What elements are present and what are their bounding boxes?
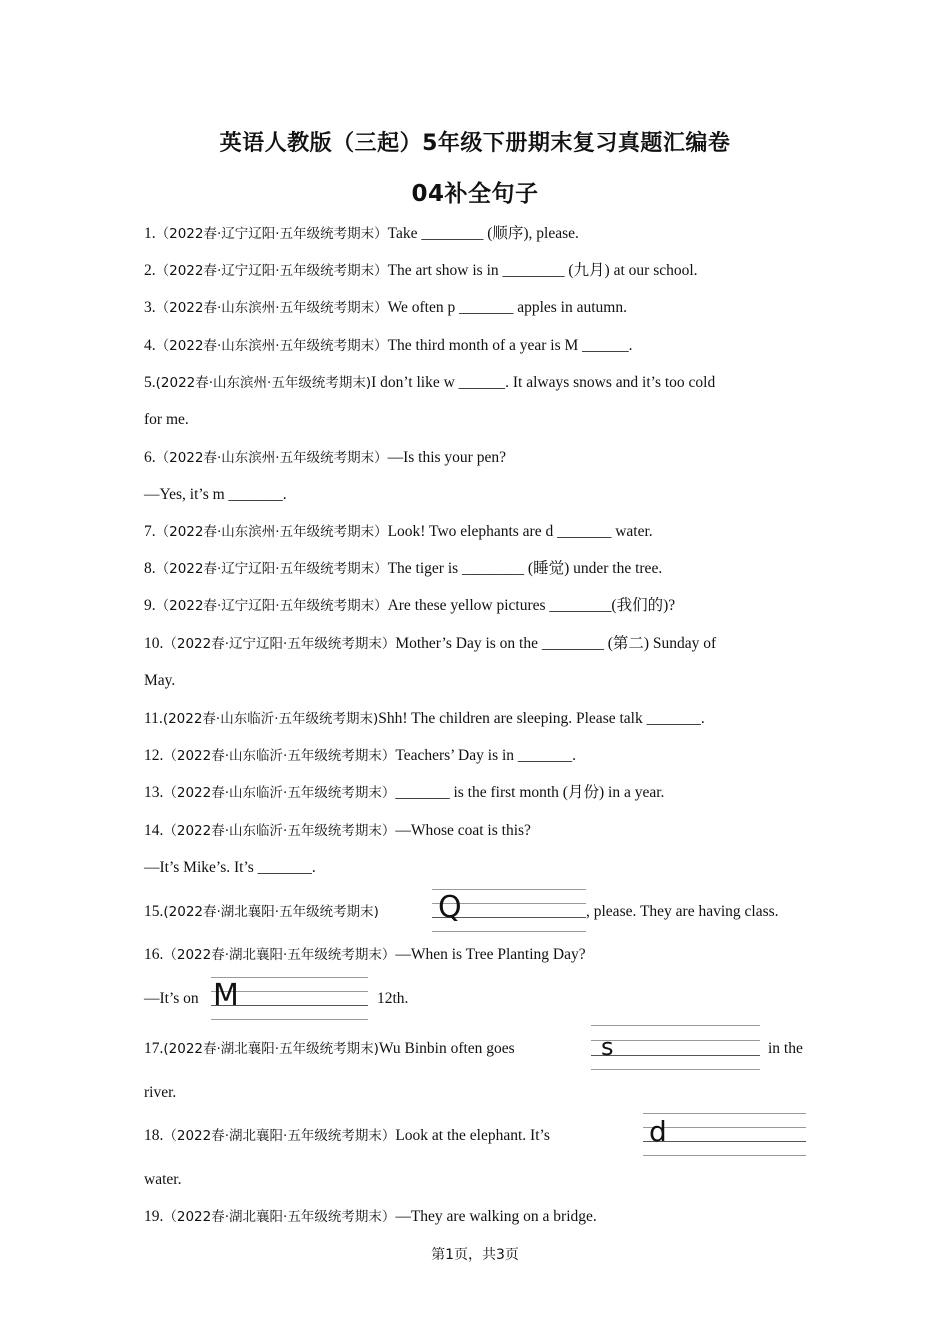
handwritten-letter: s: [601, 1033, 614, 1061]
question-text: The third month of a year is M ______.: [387, 337, 633, 354]
question-6: [144, 447, 506, 469]
question-text: Take ________ (顺序), please.: [387, 225, 579, 242]
question-text: —Is this your pen?: [387, 449, 506, 466]
question-number: 6.: [144, 449, 156, 466]
question-source: (2022春·山东滨州·五年级统考期末): [155, 375, 372, 391]
baseline: [591, 1055, 760, 1056]
question-source: （2022春·山东临沂·五年级统考期末）: [163, 785, 396, 801]
question-text: —Whose coat is this?: [395, 822, 531, 839]
question-2: [144, 260, 698, 282]
question-number: 18.: [144, 1127, 164, 1144]
question-number: 4.: [144, 337, 156, 354]
question-13: [144, 782, 664, 804]
page-title: 英语人教版（三起）5年级下册期末复习真题汇编卷: [219, 131, 731, 156]
question-text: Look at the elephant. It’s: [395, 1127, 550, 1144]
question-source: （2022春·山东滨州·五年级统考期末）: [155, 300, 388, 316]
question-source: （2022春·山东滨州·五年级统考期末）: [155, 450, 388, 466]
question-18-continuation: water.: [144, 1171, 182, 1188]
question-number: 10.: [144, 635, 164, 652]
question-text: _______ is the first month (月份) in a year.: [395, 784, 665, 801]
question-source: （2022春·辽宁辽阳·五年级统考期末）: [163, 636, 396, 652]
question-number: 11.: [144, 710, 163, 727]
page-footer: 第1页，共3页: [431, 1247, 519, 1263]
question-source: （2022春·山东滨州·五年级统考期末）: [155, 338, 388, 354]
question-source: （2022春·辽宁辽阳·五年级统考期末）: [155, 263, 388, 279]
question-3: [144, 297, 627, 319]
question-6-continuation: —Yes, it’s m _______.: [144, 486, 287, 503]
guide-line: [643, 1113, 806, 1114]
question-number: 7.: [144, 523, 156, 540]
question-11: [144, 708, 705, 730]
question-source: （2022春·湖北襄阳·五年级统考期末）: [163, 1128, 396, 1144]
question-17: [144, 1038, 515, 1060]
question-number: 5.: [144, 374, 156, 391]
question-text: The tiger is ________ (睡觉) under the tree.: [387, 560, 663, 577]
question-source: （2022春·湖北襄阳·五年级统考期末）: [163, 947, 396, 963]
question-15-after: , please. They are having class.: [586, 903, 779, 920]
question-text: —When is Tree Planting Day?: [395, 946, 586, 963]
guide-line: [591, 1040, 760, 1041]
question-10-continuation: May.: [144, 672, 176, 689]
question-text: I don’t like w ______. It always snows and it’s too cold: [371, 374, 716, 391]
question-10: [144, 633, 716, 655]
question-5-continuation: for me.: [144, 411, 189, 428]
question-text: We often p _______ apples in autumn.: [387, 299, 627, 316]
guide-line: [432, 931, 586, 932]
guide-line: [591, 1069, 760, 1070]
question-16-continuation: —It’s on: [144, 990, 199, 1007]
question-source: （2022春·湖北襄阳·五年级统考期末）: [163, 1209, 396, 1225]
question-15: [144, 901, 379, 923]
question-number: 12.: [144, 747, 164, 764]
question-7: [144, 521, 653, 543]
question-text: Wu Binbin often goes: [378, 1040, 515, 1057]
question-5: [144, 372, 715, 394]
question-text: Look! Two elephants are d _______ water.: [387, 523, 653, 540]
question-source: （2022春·辽宁辽阳·五年级统考期末）: [155, 561, 388, 577]
question-number: 14.: [144, 822, 164, 839]
handwritten-letter: M: [213, 978, 239, 1013]
question-number: 1.: [144, 225, 156, 242]
question-19: [144, 1206, 597, 1228]
question-18: [144, 1125, 550, 1147]
question-number: 17.: [144, 1040, 164, 1057]
question-4: [144, 335, 633, 357]
question-source: （2022春·山东临沂·五年级统考期末）: [163, 823, 396, 839]
question-source: （2022春·辽宁辽阳·五年级统考期末）: [155, 598, 388, 614]
question-16-after: 12th.: [377, 990, 409, 1007]
handwriting-lines-q18: [643, 1113, 806, 1156]
baseline: [643, 1141, 806, 1142]
question-text: Shh! The children are sleeping. Please talk _______.: [378, 710, 705, 727]
handwriting-lines-q17: [591, 1025, 760, 1070]
question-source: （2022春·山东滨州·五年级统考期末）: [155, 524, 388, 540]
question-14: [144, 820, 531, 842]
question-source: (2022春·湖北襄阳·五年级统考期末): [163, 904, 379, 920]
guide-line: [643, 1127, 806, 1128]
question-number: 9.: [144, 597, 156, 614]
handwritten-letter: d: [649, 1115, 667, 1148]
question-9: [144, 595, 675, 617]
question-17-continuation: river.: [144, 1084, 177, 1101]
guide-line: [211, 1019, 368, 1020]
question-number: 16.: [144, 946, 164, 963]
question-number: 3.: [144, 299, 156, 316]
question-text: The art show is in ________ (九月) at our school.: [387, 262, 698, 279]
question-number: 2.: [144, 262, 156, 279]
question-14-continuation: —It’s Mike’s. It’s _______.: [144, 859, 316, 876]
question-16: [144, 944, 586, 966]
question-17-after: in the: [768, 1040, 803, 1057]
question-source: （2022春·山东临沂·五年级统考期末）: [163, 748, 396, 764]
guide-line: [591, 1025, 760, 1026]
handwriting-lines-q15: [432, 889, 586, 932]
page-subtitle: 04补全句子: [411, 181, 539, 207]
question-source: (2022春·山东临沂·五年级统考期末): [162, 711, 379, 727]
question-number: 8.: [144, 560, 156, 577]
question-source: （2022春·辽宁辽阳·五年级统考期末）: [155, 226, 388, 242]
question-number: 15.: [144, 903, 164, 920]
question-1: [144, 223, 579, 245]
question-number: 19.: [144, 1208, 164, 1225]
handwritten-letter: Q: [438, 890, 462, 925]
guide-line: [643, 1155, 806, 1156]
question-text: —They are walking on a bridge.: [395, 1208, 597, 1225]
question-8: [144, 558, 662, 580]
question-number: 13.: [144, 784, 164, 801]
question-12: [144, 745, 576, 767]
question-text: Teachers’ Day is in _______.: [395, 747, 577, 764]
question-text: Are these yellow pictures ________(我们的)?: [387, 597, 676, 614]
question-text: Mother’s Day is on the ________ (第二) Sunday of: [395, 635, 717, 652]
handwriting-lines-q16: [211, 977, 368, 1020]
question-source: (2022春·湖北襄阳·五年级统考期末): [163, 1041, 379, 1057]
